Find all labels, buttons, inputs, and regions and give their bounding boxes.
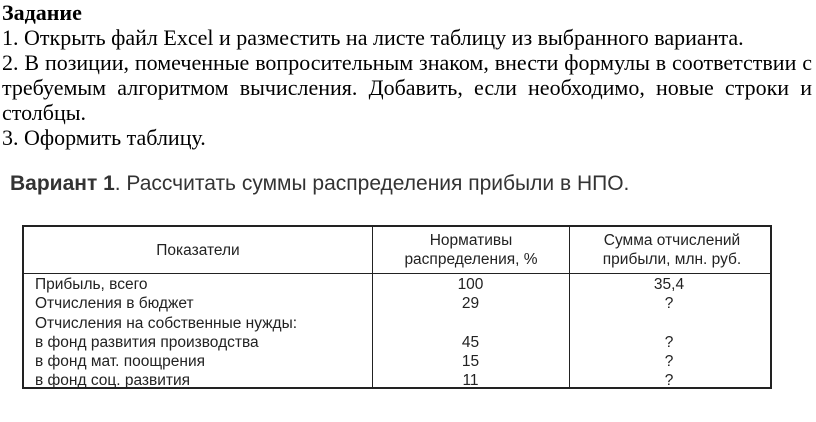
row-name: Прибыль, всего [35,276,148,293]
row-norm: 29 [461,295,480,313]
row-norm: 45 [461,333,480,351]
table-row [24,294,770,313]
row-name: Отчисления на собственные нужды: [35,314,298,332]
table-header [24,227,770,274]
row-name: Отчисления в бюджет [35,295,194,313]
header-indicators: Показатели [156,241,240,259]
task-item-3: 3. Оформить таблицу. [2,125,206,150]
row-name: в фонд развития производства [35,333,259,351]
variant-text: . Рассчитать суммы распределения прибыли в НПО. [114,172,630,195]
row-norm: 15 [461,353,480,371]
header-norms: Нормативы распределения, % [404,232,538,268]
table-body [24,275,770,391]
table-row [24,352,770,371]
row-name: в фонд соц. развития [35,372,191,390]
table-row [24,371,770,390]
row-sum: ? [664,353,674,371]
variant-label: Вариант 1 [10,172,115,195]
row-norm: 100 [457,276,484,293]
profit-distribution-table [22,225,772,389]
row-sum: ? [664,295,674,313]
assignment-text [2,0,812,150]
task-item-1: 1. Открыть файл Excel и разместить на листе таблицу из выбранного варианта. [2,25,744,50]
variant-title [10,172,629,196]
table-row [24,314,770,333]
row-name: в фонд мат. поощрения [35,353,205,371]
table-row [24,275,770,294]
table-row [24,333,770,352]
header-sum: Сумма отчислений прибыли, млн. руб. [602,232,742,268]
task-heading: Задание [2,0,82,25]
task-item-2: 2. В позиции, помеченные вопросительным знаком, внести формулы в соответствии с требуемым алгоритмом вычисления. Добавить, если необходимо, новые строки и столбцы. [2,50,812,125]
row-sum: ? [664,372,674,390]
row-norm: 11 [462,372,479,390]
row-sum: ? [664,333,674,351]
row-sum: 35,4 [653,276,685,293]
